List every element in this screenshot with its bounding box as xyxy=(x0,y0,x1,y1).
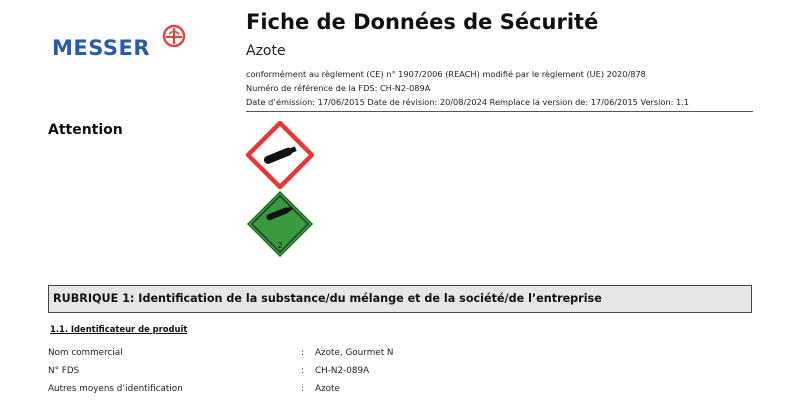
row-label: Nom commercial xyxy=(48,348,123,358)
section-1-heading: RUBRIQUE 1: Identification de la substance/du mélange et de la société/de l’entreprise xyxy=(48,285,752,313)
sds-reference-line: Numéro de référence de la FDS: CH-N2-089A xyxy=(246,83,431,93)
adr-class-2-2-icon xyxy=(246,190,314,258)
ghs04-gas-cylinder-icon xyxy=(246,121,314,189)
messer-logo-mark-icon xyxy=(162,24,186,48)
logo-text: MESSER xyxy=(52,36,151,60)
row-separator: : xyxy=(301,348,304,358)
row-value: CH-N2-089A xyxy=(315,366,370,376)
document-title: Fiche de Données de Sécurité xyxy=(246,10,599,34)
row-separator: : xyxy=(301,384,304,394)
messer-logo xyxy=(52,24,192,64)
adr-class-label: 2 xyxy=(277,241,283,250)
dates-line: Date d’émission: 17/06/2015 Date de révision: 20/08/2024 Remplace la version de: 17/06/2015 Version: 1.1 xyxy=(246,97,689,107)
regulation-line: conformément au règlement (CE) n° 1907/2006 (REACH) modifié par le règlement (UE) 2020/878 xyxy=(246,69,646,79)
row-separator: : xyxy=(301,366,304,376)
row-value: Azote, Gourmet N xyxy=(315,348,394,358)
row-value: Azote xyxy=(315,384,340,394)
subsection-1-1-heading: 1.1. Identificateur de produit xyxy=(50,324,188,334)
row-label: Autres moyens d’identification xyxy=(48,384,183,394)
signal-word: Attention xyxy=(48,122,123,138)
product-name: Azote xyxy=(246,43,286,59)
row-label: N° FDS xyxy=(48,366,80,376)
header-divider xyxy=(246,111,753,112)
